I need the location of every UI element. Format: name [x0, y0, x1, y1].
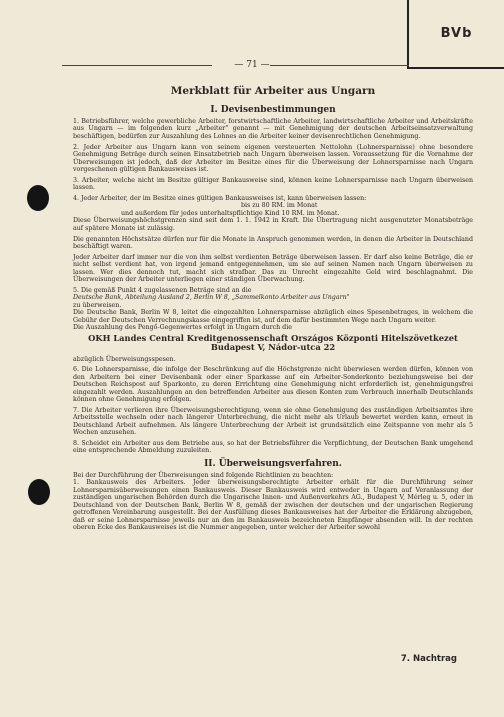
paragraph-3: 3. Arbeiter, welche nicht im Besitze gültiger Bankausweise sind, können keine Lohnersparnisse nach Ungarn überweisen lassen. [73, 176, 473, 192]
paragraph-8: 8. Scheidet ein Arbeiter aus dem Betriebe aus, so hat der Betriebsführer die Verpflichtung, der Deutschen Bank umgehend eine entsprechende Abmeldung zuzuleiten. [73, 439, 473, 455]
section2-paragraph-1: 1. Bankausweis des Arbeiters. Jeder überweisungsberechtigte Arbeiter erhält für die Durchführung seiner Lohnersparnisüberweisungen einen Bankausweis. Dieser Bankausweis wird entweder in Ungarn auf Veranlassung der zuständigen ungarischen Behörden durch die Ungarische Innen- und Außenverkehrs AG., Budapest V, Mérleg u. 5, oder in Deutschland von der Deutschen Bank, Berlin W 8, gemäß der zwischen der deutschen und der ungarischen Regierung getroffenen Vereinbarung ausgestellt. Bei der Ausfüllung dieses Bankausweises hat der Arbeiter die Erklärung abzugeben, daß er seine Lohnersparnisse jeweils nur an den im Bankausweis bezeichneten Empfänger absenden will. In der rechten oberen Ecke des Bankausweises ist die Nummer angegeben, unter welcher der Arbeiter sowohl [73, 479, 473, 532]
document-body [73, 85, 473, 535]
section2-intro: Bei der Durchführung der Überweisungen sind folgende Richtlinien zu beachten: [73, 471, 334, 479]
corner-label-box [407, 0, 504, 69]
paragraph-5-b: zu überweisen. [73, 301, 122, 309]
section-heading-devisen: I. Devisenbestimmungen [210, 105, 336, 115]
paragraph-5-c: Die Deutsche Bank, Berlin W 8, leitet die eingezahlten Lohnersparnisse abzüglich eines Spesenbetrages, in welchem die Gebühr der Deutschen Verrechnungskasse eingegriffen ist, auf dem dafür bestimmten Wege nach Ungarn weiter. [73, 309, 473, 324]
bank-account-line: Deutsche Bank, Abteilung Ausland 2, Berlin W 8, „Sammelkonto Arbeiter aus Ungarn" [73, 294, 350, 302]
paragraph-5: 5. Die gemäß Punkt 4 zugelassenen Beträge sind an die [73, 286, 252, 294]
okh-name: OKH Landes Central Kreditgenossenschaft Országos Központi Hitelszövetkezet [88, 332, 458, 343]
supplement-label: 7. Nachtrag [400, 654, 457, 664]
paragraph-2: 2. Jeder Arbeiter aus Ungarn kann von seinem eigenen versteuerten Nettolohn (Lohnersparnisse) ohne besondere Genehmigung Beträge durch seinen Einsatzbetrieb nach Ungarn überweisen lassen. Voraussetzung für die Vornahme der Überweisungen ist jedoch, daß der Arbeiter im Besitze eines für die Überweisung der Lohnersparnisse nach Ungarn vorgeschenen gültigen Bankausweises ist. [73, 143, 473, 174]
punch-hole-top [27, 185, 49, 211]
paragraph-7: 7. Die Arbeiter verlieren ihre Überweisungsberechtigung, wenn sie ohne Genehmigung des zuständigen Arbeitsamtes ihre Arbeitsstelle wechseln oder nach längerer Unterbrechung, die nicht mehr als Urlaub bewertet werden kann, erneut in Deutschland Arbeit aufnehmen. Als längere Unterbrechung der Arbeit ist grundsätzlich eine Zeitspanne von mehr als 5 Wochen anzusehen. [73, 406, 473, 437]
corner-label: BVb [440, 26, 473, 41]
section-heading-verfahren: II. Überweisungsverfahren. [204, 458, 342, 469]
punch-hole-bottom [28, 479, 50, 505]
limit-line-2: und außerdem für jedes unterhaltspflichtige Kind 10 RM. im Monat. [121, 209, 340, 217]
okh-street: Budapest V, Nádor-utca 22 [210, 342, 336, 353]
paragraph-5-d: Die Auszahlung des Pengő-Gegenwertes erfolgt in Ungarn durch die [73, 324, 292, 332]
paragraph-1: 1. Betriebsführer, welche gewerbliche Arbeiter, forstwirtschaftliche Arbeiter, landwirtschaftliche Arbeiter und Arbeitskräfte aus Ungarn — im folgenden kurz „Arbeiter" genannt — mit Genehmigung der deutschen Arbeitseinsatzverwaltung beschäftigen, bedürfen zur Auszahlung des Lohnes an die Arbeiter keiner devisenrechtlichen Genehmigung. [73, 118, 473, 140]
paragraph-4: 4. Jeder Arbeiter, der im Besitze eines gültigen Bankausweises ist, kann überweisen lassen: [73, 194, 367, 202]
paragraph-6: 6. Die Lohnersparnisse, die infolge der Beschränkung auf die Höchstgrenze nicht überwiesen werden dürfen, können von den Arbeitern bei einer Devisenbank oder einer Sparkasse auf ein Arbeiter-Sonderkonto beziehungsweise bei der Deutschen Reichspost auf Sparkonto, zu deren Errichtung eine Genehmigung nicht erforderlich ist, genehmigungsfrei eingezahlt werden. Auszahlungen an den betreffenden Arbeiter aus diesen Konten zum Verbrauch innerhalb Deutschlands können ohne Genehmigung erfolgen. [73, 366, 473, 404]
paragraph-4-rest: Diese Überweisungshöchstgrenzen sind seit dem 1. 1. 1942 in Kraft. Die Übertragung nicht ausgenutzter Monatsbeträge auf spätere Monate ist zulässig. [73, 217, 473, 232]
document-title: Merkblatt für Arbeiter aus Ungarn [170, 85, 376, 97]
paragraph-4-b: Die genannten Höchstsätze dürfen nur für die Monate in Anspruch genommen werden, in denen die Arbeiter in Deutschland beschäftigt waren. [73, 235, 473, 250]
limit-line-1: bis zu 80 RM. im Monat [241, 202, 318, 210]
okh-address [73, 334, 473, 353]
page-number: — 71 — [234, 60, 270, 70]
paragraph-5-e: abzüglich Überweisungsspesen. [73, 355, 176, 363]
paragraph-4-c: Jeder Arbeiter darf immer nur die von ihm selbst verdienten Beträge überweisen lassen. Er darf also keine Beträge, die er nicht selbst verdient hat, von irgend jemand entgegennehmen, um sie auf seinen Namen nach Ungarn überweisen zu lassen. Wer dies dennoch tut, macht sich strafbar. Das zu Unrecht eingezahlte Geld wird beschlagnahmt. Die Überweisungen der Arbeiter unterliegen einer ständigen Überwachung. [73, 253, 473, 284]
